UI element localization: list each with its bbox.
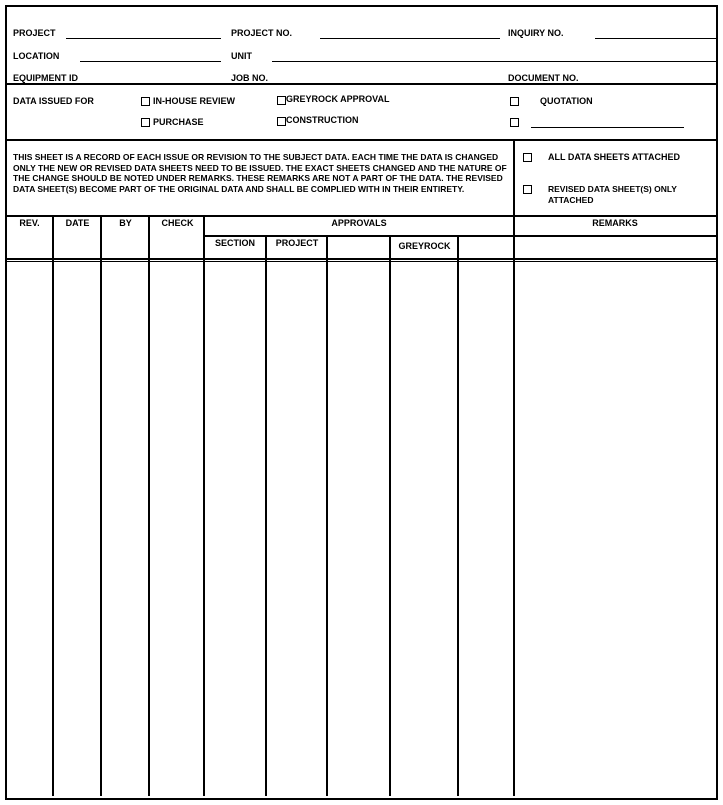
divider — [5, 261, 716, 262]
other-field[interactable] — [531, 127, 684, 128]
in-house-review-label: IN-HOUSE REVIEW — [153, 96, 236, 106]
all-data-sheets-checkbox[interactable] — [523, 153, 532, 162]
section-header: SECTION — [214, 238, 255, 248]
inquiry-no-field[interactable] — [595, 38, 717, 39]
project-no-field[interactable] — [320, 38, 500, 39]
divider — [513, 139, 515, 217]
remarks-header: REMARKS — [592, 218, 638, 228]
project-label: PROJECT — [13, 28, 56, 38]
quotation-checkbox[interactable] — [510, 97, 519, 106]
divider — [5, 258, 716, 260]
divider — [5, 83, 716, 85]
location-field[interactable] — [80, 61, 221, 62]
notice-text: THIS SHEET IS A RECORD OF EACH ISSUE OR REVISION TO THE SUBJECT DATA. EACH TIME THE DATA IS CHANGED ONLY THE NEW OR REVISED DATA SHEETS NEED TO BE ISSUED. THE EXACT SHEETS CHANGED AND THE NATURE OF THE CHANGE SHOULD BE NOTED UNDER REMARKS. THESE REMARKS ARE NOT A PART OF THE DATA. THE REVISED DATA SHEET(S) BECOME PART OF THE ORIGINAL DATA AND SHALL BE COMPLIED WITH IN THEIR ENTIRETY. — [13, 152, 507, 194]
revised-data-sheets-label: REVISED DATA SHEET(S) ONLY ATTACHED — [548, 184, 677, 205]
revised-data-sheets-checkbox[interactable] — [523, 185, 532, 194]
by-header: BY — [119, 218, 132, 228]
unit-field[interactable] — [272, 61, 717, 62]
construction-label: CONSTRUCTION — [286, 115, 359, 125]
project-field[interactable] — [66, 38, 221, 39]
greyrock-header: GREYROCK — [398, 241, 451, 251]
purchase-label: PURCHASE — [153, 117, 204, 127]
all-data-sheets-label: ALL DATA SHEETS ATTACHED — [548, 152, 680, 162]
location-label: LOCATION — [13, 51, 60, 61]
inquiry-no-label: INQUIRY NO. — [508, 28, 564, 38]
unit-label: UNIT — [231, 51, 252, 61]
date-header: DATE — [65, 218, 90, 228]
divider — [5, 139, 716, 141]
quotation-label: QUOTATION — [540, 96, 593, 106]
revision-table-body[interactable] — [7, 263, 714, 794]
check-header: CHECK — [161, 218, 194, 228]
project-no-label: PROJECT NO. — [231, 28, 293, 38]
in-house-review-checkbox[interactable] — [141, 97, 150, 106]
greyrock-approval-label: GREYROCK APPROVAL — [286, 94, 390, 104]
data-issued-for-label: DATA ISSUED FOR — [13, 96, 94, 106]
divider — [5, 215, 716, 217]
purchase-checkbox[interactable] — [141, 118, 150, 127]
approvals-header: APPROVALS — [331, 218, 387, 228]
construction-checkbox[interactable] — [277, 117, 286, 126]
job-no-label: JOB NO. — [231, 73, 269, 83]
equipment-id-label: EQUIPMENT ID — [13, 73, 79, 83]
greyrock-approval-checkbox[interactable] — [277, 96, 286, 105]
divider — [205, 235, 716, 237]
other-checkbox[interactable] — [510, 118, 519, 127]
rev-header: REV. — [19, 218, 40, 228]
project-header: PROJECT — [275, 238, 319, 248]
document-no-label: DOCUMENT NO. — [508, 73, 579, 83]
